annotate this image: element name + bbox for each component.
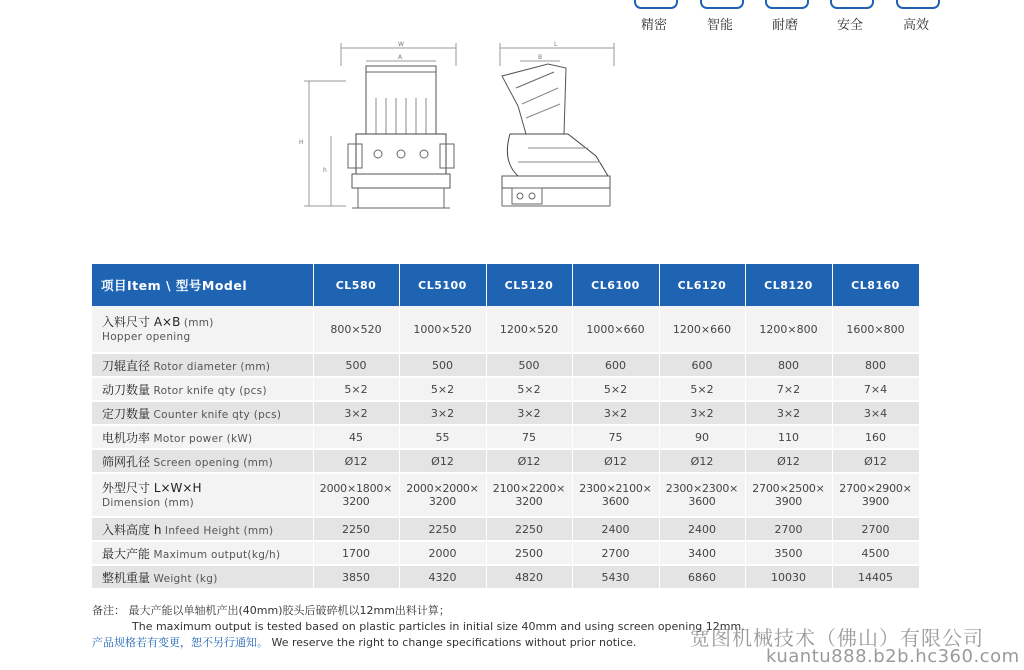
table-cell: 1200×520 [486,306,572,353]
row-label-en: Dimension (mm) [102,496,194,509]
table-cell: 4820 [486,565,572,589]
table-cell: 3400 [659,541,745,565]
feature-label: 精密 [640,18,667,33]
front-view-drawing [296,36,471,216]
table-cell: 1200×660 [659,306,745,353]
badge-icon [700,0,744,9]
table-cell: 600 [659,353,745,377]
table-row [92,541,919,565]
table-cell [572,473,659,517]
table-cell: 3500 [745,541,832,565]
row-label-cn: 外型尺寸 L×W×H [102,480,202,495]
table-row [92,425,919,449]
cell-line: 2300×2100× [579,482,652,495]
table-cell: 1200×800 [745,306,832,353]
cell-line: 3200 [515,495,543,508]
header-model: CL5100 [399,264,486,306]
feature-label: 耐磨 [771,18,798,33]
header-model: CL6100 [572,264,659,306]
feature-badge [888,0,944,34]
side-view-drawing [488,36,623,216]
table-row [92,449,919,473]
table-cell: Ø12 [313,449,399,473]
table-cell: 2400 [659,517,745,541]
row-label-cn: 电机功率 [102,430,151,445]
row-label [92,449,313,473]
header-item-model: 项目Item \ 型号Model [92,264,313,306]
table-cell: 5×2 [313,377,399,401]
table-cell: 3×2 [486,401,572,425]
row-label-en: Motor power (kW) [153,432,253,445]
table-cell: 7×2 [745,377,832,401]
cell-line: 3200 [428,495,457,508]
table-cell: 4500 [832,541,919,565]
table-cell: 5×2 [659,377,745,401]
feature-badge [626,0,682,34]
table-cell: 2000 [399,541,486,565]
row-label [92,306,313,353]
table-cell: 2700 [572,541,659,565]
dim-label-l: L [554,41,558,48]
header-model: CL8160 [832,264,919,306]
table-cell: 2250 [399,517,486,541]
row-label-en: Weight (kg) [153,572,218,585]
table-cell: 2250 [313,517,399,541]
table-row [92,306,919,353]
table-cell: Ø12 [832,449,919,473]
table-row [92,565,919,589]
cell-line: 3200 [342,495,370,508]
disclaimer-cn: 产品规格若有变更，恕不另行通知。 [92,636,268,649]
table-cell: 500 [313,353,399,377]
feature-badges [622,0,952,34]
row-label-en: Hopper opening [102,330,191,343]
cell-line: 2300×2300× [665,482,739,495]
feature-label: 安全 [836,18,863,33]
row-label [92,565,313,589]
table-cell: Ø12 [572,449,659,473]
table-cell: 75 [572,425,659,449]
table-row [92,517,919,541]
table-cell: Ø12 [659,449,745,473]
table-cell: 1700 [313,541,399,565]
cell-line: 3900 [774,495,803,508]
header-model: CL580 [313,264,399,306]
cell-line: 2700×2900× [839,482,912,495]
table-cell: 2700 [745,517,832,541]
badge-icon [634,0,678,9]
watermark-company: 宽图机械技术（佛山）有限公司 [690,626,984,650]
header-model: CL8120 [745,264,832,306]
table-cell: 800×520 [313,306,399,353]
table-row [92,473,919,517]
feature-label: 高效 [902,18,929,33]
row-label-cn: 动刀数量 [102,382,151,397]
table-cell: 3×2 [659,401,745,425]
dim-label-h-total: H [299,139,304,146]
feature-badge [757,0,813,34]
row-label [92,401,313,425]
row-label-en: Counter knife qty (pcs) [153,408,282,421]
table-cell: 3850 [313,565,399,589]
row-label [92,353,313,377]
spec-table [92,264,920,590]
table-row [92,377,919,401]
row-label-unit: (mm) [183,316,214,329]
cell-line: 3600 [688,495,716,508]
row-label-en: Rotor diameter (mm) [153,360,271,373]
table-cell: 5×2 [486,377,572,401]
table-cell: 5×2 [399,377,486,401]
table-cell: 500 [399,353,486,377]
cell-line: 3900 [861,495,890,508]
table-cell: 800 [745,353,832,377]
table-cell: 4320 [399,565,486,589]
feature-badge [822,0,878,34]
table-cell: 3×2 [745,401,832,425]
table-cell: 600 [572,353,659,377]
dim-label-w: W [398,41,404,48]
cell-line: 2100×2200× [492,482,566,495]
header-model: CL5120 [486,264,572,306]
table-cell: 1600×800 [832,306,919,353]
table-cell: 2500 [486,541,572,565]
table-cell [832,473,919,517]
row-label-cn: 刀辊直径 [102,358,151,373]
row-label-cn: 最大产能 [102,546,151,561]
badge-icon [896,0,940,9]
row-label-en: Maximum output(kg/h) [153,548,281,561]
table-cell: 800 [832,353,919,377]
table-cell: 160 [832,425,919,449]
table-cell: 1000×520 [399,306,486,353]
feature-badge [692,0,748,34]
table-cell: 90 [659,425,745,449]
table-row [92,401,919,425]
table-cell: 2700 [832,517,919,541]
table-header-row [92,264,919,306]
table-cell: 3×4 [832,401,919,425]
table-cell: Ø12 [399,449,486,473]
table-cell: 2250 [486,517,572,541]
row-label-cn: 定刀数量 [102,406,151,421]
note-line-cn: 备注： 最大产能以单轴机产出(40mm)胶头后破碎机以12mm出料计算； [92,604,450,617]
row-label-en: Rotor knife qty (pcs) [153,384,267,397]
table-cell: Ø12 [486,449,572,473]
row-label [92,517,313,541]
dim-label-h-infeed: h [323,167,327,174]
table-cell: 3×2 [399,401,486,425]
table-cell: 75 [486,425,572,449]
table-cell [486,473,572,517]
table-cell [399,473,486,517]
badge-icon [830,0,874,9]
row-label [92,377,313,401]
table-cell: 3×2 [313,401,399,425]
table-cell [659,473,745,517]
table-cell: 5430 [572,565,659,589]
cell-line: 3600 [601,495,630,508]
table-cell [745,473,832,517]
table-cell: 6860 [659,565,745,589]
table-cell: 5×2 [572,377,659,401]
disclaimer-en: We reserve the right to change specifications without prior notice. [271,636,637,649]
row-label-en: Screen opening (mm) [153,456,274,469]
row-label [92,541,313,565]
table-cell [313,473,399,517]
row-label-cn: 入料高度 h [102,522,162,537]
table-cell: 55 [399,425,486,449]
table-cell: 14405 [832,565,919,589]
cell-line: 2000×1800× [319,482,393,495]
row-label-cn: 筛网孔径 [102,454,151,469]
cell-line: 2700×2500× [752,482,825,495]
row-label [92,425,313,449]
table-cell: 7×4 [832,377,919,401]
table-cell: 110 [745,425,832,449]
note-line-en: The maximum output is tested based on plastic particles in initial size 40mm and using screen opening 12mm. [132,620,745,633]
row-label-cn: 整机重量 [102,570,151,585]
table-cell: 10030 [745,565,832,589]
table-row [92,353,919,377]
table-cell: 45 [313,425,399,449]
table-cell: 1000×660 [572,306,659,353]
dim-label-a: A [398,54,403,61]
table-cell: 500 [486,353,572,377]
cell-line: 2000×2000× [406,482,479,495]
table-cell: Ø12 [745,449,832,473]
feature-label: 智能 [706,18,733,33]
row-label-cn: 入料尺寸 A×B [102,314,181,329]
table-cell: 2400 [572,517,659,541]
row-label-en: Infeed Height (mm) [164,524,274,537]
header-model: CL6120 [659,264,745,306]
dim-label-b: B [538,54,543,61]
row-label [92,473,313,517]
table-cell: 3×2 [572,401,659,425]
watermark-url: kuantu888.b2b.hc360.com [766,646,1020,667]
badge-icon [765,0,809,9]
